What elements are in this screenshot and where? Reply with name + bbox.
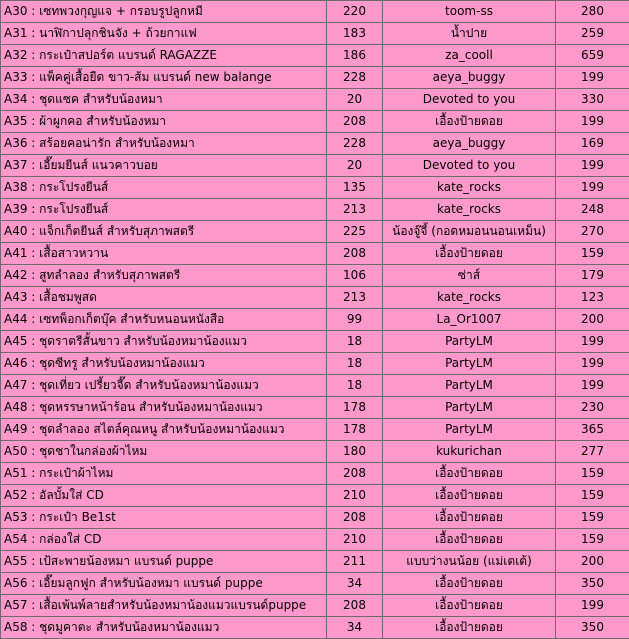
item-name-cell: A33 : แพ็คคู่เสื้อยืด ขาว-ส้ม แบรนด์ new balange [1,67,327,89]
item-name-cell: A36 : สร้อยคอน่ารัก สำหรับน้องหมา [1,133,327,155]
price-cell: 248 [556,199,629,221]
seller-name-cell: kate_rocks [383,287,556,309]
table-row [1,485,629,507]
table-row [1,265,629,287]
price-cell: 350 [556,573,629,595]
price-cell: 169 [556,133,629,155]
table-row [1,353,629,375]
item-name-cell: A41 : เสื้อสาวหวาน [1,243,327,265]
bid-number-cell: 34 [327,573,383,595]
seller-name-cell: Devoted to you [383,155,556,177]
price-cell: 330 [556,89,629,111]
table-row [1,23,629,45]
price-cell: 159 [556,463,629,485]
table-row [1,397,629,419]
seller-name-cell: เอื้องป้ายดอย [383,243,556,265]
bid-number-cell: 213 [327,287,383,309]
table-row [1,375,629,397]
item-name-cell: A50 : ชุดชาในกล่องผ้าไหม [1,441,327,463]
price-cell: 199 [556,331,629,353]
item-name-cell: A38 : กระโปรงยีนส์ [1,177,327,199]
table-row [1,243,629,265]
price-cell: 200 [556,309,629,331]
price-cell: 179 [556,265,629,287]
price-cell: 199 [556,155,629,177]
price-cell: 350 [556,617,629,639]
item-name-cell: A49 : ชุดลำลอง สไตล์คุณหนู สำหรับน้องหมาน้องแมว [1,419,327,441]
bid-number-cell: 186 [327,45,383,67]
bid-number-cell: 225 [327,221,383,243]
price-cell: 280 [556,1,629,23]
price-cell: 259 [556,23,629,45]
table-row [1,331,629,353]
table-row [1,133,629,155]
seller-name-cell: เอื้องป้ายดอย [383,595,556,617]
price-cell: 199 [556,67,629,89]
seller-name-cell: เอื้องป้ายดอย [383,485,556,507]
price-cell: 270 [556,221,629,243]
price-cell: 199 [556,595,629,617]
item-name-cell: A39 : กระโปรงยีนส์ [1,199,327,221]
table-row [1,617,629,639]
seller-name-cell: za_cooll [383,45,556,67]
seller-name-cell: PartyLM [383,353,556,375]
table-row [1,463,629,485]
bid-number-cell: 135 [327,177,383,199]
item-name-cell: A40 : แจ็กเก็ตยีนส์ สำหรับสุภาพสตรี [1,221,327,243]
item-name-cell: A32 : กระเป๋าสปอร์ต แบรนด์ RAGAZZE [1,45,327,67]
bid-number-cell: 213 [327,199,383,221]
seller-name-cell: แบบว่างนน้อย (แม่เตเต้) [383,551,556,573]
seller-name-cell: เอื้องป้ายดอย [383,463,556,485]
price-cell: 199 [556,177,629,199]
seller-name-cell: kukurichan [383,441,556,463]
item-name-cell: A46 : ชุดซีทรู สำหรับน้องหมาน้องแมว [1,353,327,375]
price-cell: 159 [556,485,629,507]
bid-number-cell: 211 [327,551,383,573]
seller-name-cell: ซ่าส์ [383,265,556,287]
price-cell: 123 [556,287,629,309]
table-row [1,287,629,309]
seller-name-cell: เอื้องป้ายดอย [383,529,556,551]
seller-name-cell: PartyLM [383,397,556,419]
seller-name-cell: น้ำปาย [383,23,556,45]
item-name-cell: A58 : ชุดมูคาตะ สำหรับน้องหมาน้องแมว [1,617,327,639]
bid-number-cell: 99 [327,309,383,331]
item-name-cell: A56 : เอี๊ยมลูกฟูก สำหรับน้องหมา แบรนด์ puppe [1,573,327,595]
seller-name-cell: aeya_buggy [383,67,556,89]
price-cell: 159 [556,507,629,529]
bid-number-cell: 34 [327,617,383,639]
item-name-cell: A53 : กระเป๋า Be1st [1,507,327,529]
price-cell: 159 [556,243,629,265]
table-row [1,551,629,573]
price-cell: 199 [556,375,629,397]
bid-number-cell: 183 [327,23,383,45]
bid-number-cell: 208 [327,507,383,529]
item-name-cell: A34 : ชุดแซค สำหรับน้องหมา [1,89,327,111]
item-name-cell: A47 : ชุดเที่ยว เปรี้ยวจี๊ด สำหรับน้องหมาน้องแมว [1,375,327,397]
item-name-cell: A57 : เสื้อเพ้นพ์ลายสำหรับน้องหมาน้องแมวแบรนด์puppe [1,595,327,617]
price-cell: 200 [556,551,629,573]
bid-number-cell: 228 [327,67,383,89]
price-cell: 199 [556,111,629,133]
table-row [1,67,629,89]
table-row [1,177,629,199]
bid-number-cell: 220 [327,1,383,23]
seller-name-cell: เอื้องป้ายดอย [383,507,556,529]
item-name-cell: A55 : เป้สะพายน้องหมา แบรนด์ puppe [1,551,327,573]
table-row [1,221,629,243]
item-name-cell: A48 : ชุดหรรษาหน้าร้อน สำหรับน้องหมาน้องแมว [1,397,327,419]
bid-number-cell: 18 [327,375,383,397]
item-name-cell: A43 : เสื้อชมพูสด [1,287,327,309]
table-row [1,89,629,111]
item-name-cell: A45 : ชุดราตรีสั้นขาว สำหรับน้องหมาน้องแมว [1,331,327,353]
item-name-cell: A30 : เซทพวงกุญแจ + กรอบรูปลูกหมี [1,1,327,23]
seller-name-cell: PartyLM [383,331,556,353]
item-name-cell: A35 : ผ้าผูกคอ สำหรับน้องหมา [1,111,327,133]
seller-name-cell: น้องจู๊จี้ (กอดหมอนนอนเหม็น) [383,221,556,243]
table-row [1,199,629,221]
table-row [1,1,629,23]
bid-number-cell: 18 [327,331,383,353]
seller-name-cell: La_Or1007 [383,309,556,331]
bid-number-cell: 20 [327,89,383,111]
seller-name-cell: kate_rocks [383,177,556,199]
bid-number-cell: 18 [327,353,383,375]
bid-number-cell: 210 [327,485,383,507]
table-row [1,595,629,617]
item-name-cell: A54 : กล่องใส่ CD [1,529,327,551]
seller-name-cell: เอื้องป้ายดอย [383,617,556,639]
table-row [1,573,629,595]
seller-name-cell: PartyLM [383,419,556,441]
bid-number-cell: 208 [327,243,383,265]
table-body [1,1,629,639]
table-row [1,155,629,177]
item-name-cell: A37 : เอี๊ยมยีนส์ แนวคาวบอย [1,155,327,177]
item-name-cell: A52 : อัลบั้มใส่ CD [1,485,327,507]
item-name-cell: A31 : นาฬิกาปลุกชินจัง + ถ้วยกาแฟ [1,23,327,45]
price-cell: 159 [556,529,629,551]
seller-name-cell: เอื้องป้ายดอย [383,111,556,133]
table-row [1,507,629,529]
seller-name-cell: เอื้องป้ายดอย [383,573,556,595]
table-row [1,529,629,551]
bid-number-cell: 210 [327,529,383,551]
bid-number-cell: 106 [327,265,383,287]
price-cell: 277 [556,441,629,463]
seller-name-cell: kate_rocks [383,199,556,221]
item-name-cell: A51 : กระเป๋าผ้าไหม [1,463,327,485]
bid-number-cell: 208 [327,111,383,133]
seller-name-cell: PartyLM [383,375,556,397]
seller-name-cell: aeya_buggy [383,133,556,155]
bid-number-cell: 178 [327,419,383,441]
table-row [1,309,629,331]
price-cell: 230 [556,397,629,419]
table-row [1,45,629,67]
price-cell: 365 [556,419,629,441]
bid-number-cell: 178 [327,397,383,419]
price-cell: 199 [556,353,629,375]
table-row [1,111,629,133]
seller-name-cell: Devoted to you [383,89,556,111]
bid-number-cell: 208 [327,595,383,617]
item-name-cell: A42 : สูทลำลอง สำหรับสุภาพสตรี [1,265,327,287]
bid-number-cell: 20 [327,155,383,177]
bid-number-cell: 180 [327,441,383,463]
bid-number-cell: 228 [327,133,383,155]
price-cell: 659 [556,45,629,67]
table-row [1,419,629,441]
bid-number-cell: 208 [327,463,383,485]
item-name-cell: A44 : เซทพ็อกเก็ตบุ๊ค สำหรับหนอนหนังสือ [1,309,327,331]
table-row [1,441,629,463]
seller-name-cell: toom-ss [383,1,556,23]
